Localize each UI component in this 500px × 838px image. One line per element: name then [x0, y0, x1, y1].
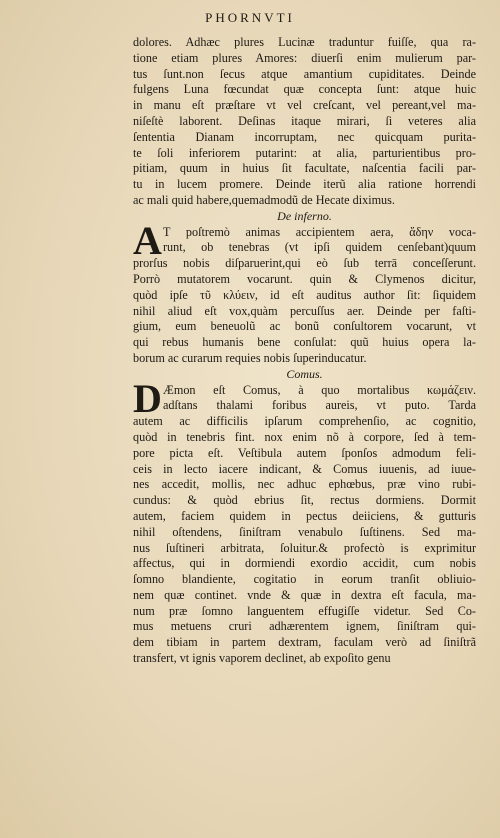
text-line: mus metuens cruri adhærentem ignem, ſiniſtram qui-: [133, 619, 476, 634]
text-line: Æmon eſt Comus, à quo mortalibus κωμάζειν.: [163, 382, 476, 397]
text-line: pitiam, quum in huius ſit facultate, naſcentia facili par-: [133, 161, 476, 176]
text-line: nihil aliud eſt vox,quàm percuſſus aer. Deinde per faſti-: [133, 303, 476, 318]
text-line: nus ſuſtineri arbitrata, ſoluitur.& profectò is exprimitur: [133, 540, 476, 555]
text-line: borum ac curarum requies nobis ſuperinducatur.: [133, 350, 367, 365]
text-line: nes accedit, mollis, nec adhuc ephœbus, præ vino rubi-: [133, 477, 476, 492]
text-line: Porrò mutatorem vocarunt. quin & Clymenos dicitur,: [133, 271, 476, 286]
text-line: adſtans thalami foribus aureis, vt puto. Tarda: [163, 398, 476, 413]
text-line: tione etiam plures Amores: diuerſi enim mulierum par-: [133, 50, 476, 65]
text-line: tu in lucem promere. Deinde iterũ alia ratione horrendi: [133, 177, 476, 192]
text-line: fulgens Luna fœcundat quæ concepta ſunt: atque huic: [133, 82, 476, 97]
text-line: runt, ob tenebras (vt ipſi quidem cenſebant)quum: [163, 240, 476, 255]
text-line: ſomno blandiente, cogitatio in eorum tranſit obliuio-: [133, 572, 476, 587]
text-line: nem quæ continet. vnde & quæ in dextra eſt facula, ma-: [133, 587, 476, 602]
text-line: autem, faciem quidem in pectus deiiciens, & gutturis: [133, 508, 476, 523]
text-line: qui rebus humanis bene conſulat: quũ huius opera la-: [133, 335, 476, 350]
text-line: num præ ſomno languentem effugiſſe videtur. Sed Co-: [133, 603, 476, 618]
text-line: niſeſtè laborent. Deſinas itaque mirari, ſi veteres alia: [133, 113, 476, 128]
text-line: in manu eſt præſtare vt vel creſcant, vel pereant,vel ma-: [133, 98, 476, 113]
text-line: autem ac difficilis ipſarum comprehenſio, ac cognitio,: [133, 414, 476, 429]
text-block: [133, 35, 476, 667]
drop-cap: A: [133, 217, 162, 263]
text-line: affectus, qui in dormiendi exordio accidit, cum nobis: [133, 556, 476, 571]
text-line: ac mali quid habere,quemadmodũ de Hecate diximus.: [133, 192, 395, 207]
text-line: ceis in lecto iacere indicant, & Comus iuuenis, ad iuue-: [133, 461, 476, 476]
paragraph-de-inferno: [133, 217, 476, 367]
text-line: cundus: & quòd ebrius ſit, rectus dormiens. Dormit: [133, 493, 476, 508]
text-line: dem tibiam in partem dextram, faculam verò ad ſiniſtrã: [133, 635, 476, 650]
paragraph-comus: [133, 375, 476, 667]
running-head: PHORNVTI: [205, 10, 295, 25]
text-line: transfert, vt ignis vaporem declinet, ab expoſito genu: [133, 651, 391, 666]
text-line: T poſtremò animas accipientem aera, ἅδην voca-: [163, 224, 476, 239]
text-line: quòd in tenebris fint. nox enim nõ à corpore, ſed à tem-: [133, 429, 476, 444]
text-line: prorſus nobis diſparuerint,qui eò ſub terrā conceſſerunt.: [133, 256, 476, 271]
text-line: tus ſunt.non ſecus atque amantium cupiditates. Deinde: [133, 66, 476, 81]
text-line: dolores. Adhæc plures Lucinæ traduntur fuiſſe, qua ra-: [133, 35, 476, 49]
text-line: te ſoli inferiorem putarint: at alia, parturientibus pro-: [133, 145, 476, 160]
text-line: gium, eum beneuolũ ac bonũ conſultorem vocarunt, vt: [133, 319, 476, 334]
drop-cap: D: [133, 375, 162, 421]
text-line: nihil oſtendens, ſiniſtram venabulo ſuſtinens. Sed ma-: [133, 524, 476, 539]
opening-paragraph: [133, 35, 476, 209]
text-line: pore picta eſt. Veſtibula autem ſponſos admodum feli-: [133, 445, 476, 460]
text-line: ſententia Dianam incorruptam, nec quicquam purita-: [133, 129, 476, 144]
text-line: quòd ipſe τῦ κλύειν, id eſt auditus author ſit: ſiquidem: [133, 287, 476, 302]
section-heading-comus: Comus.: [286, 366, 323, 381]
section-heading-de-inferno: De inferno.: [277, 208, 332, 223]
